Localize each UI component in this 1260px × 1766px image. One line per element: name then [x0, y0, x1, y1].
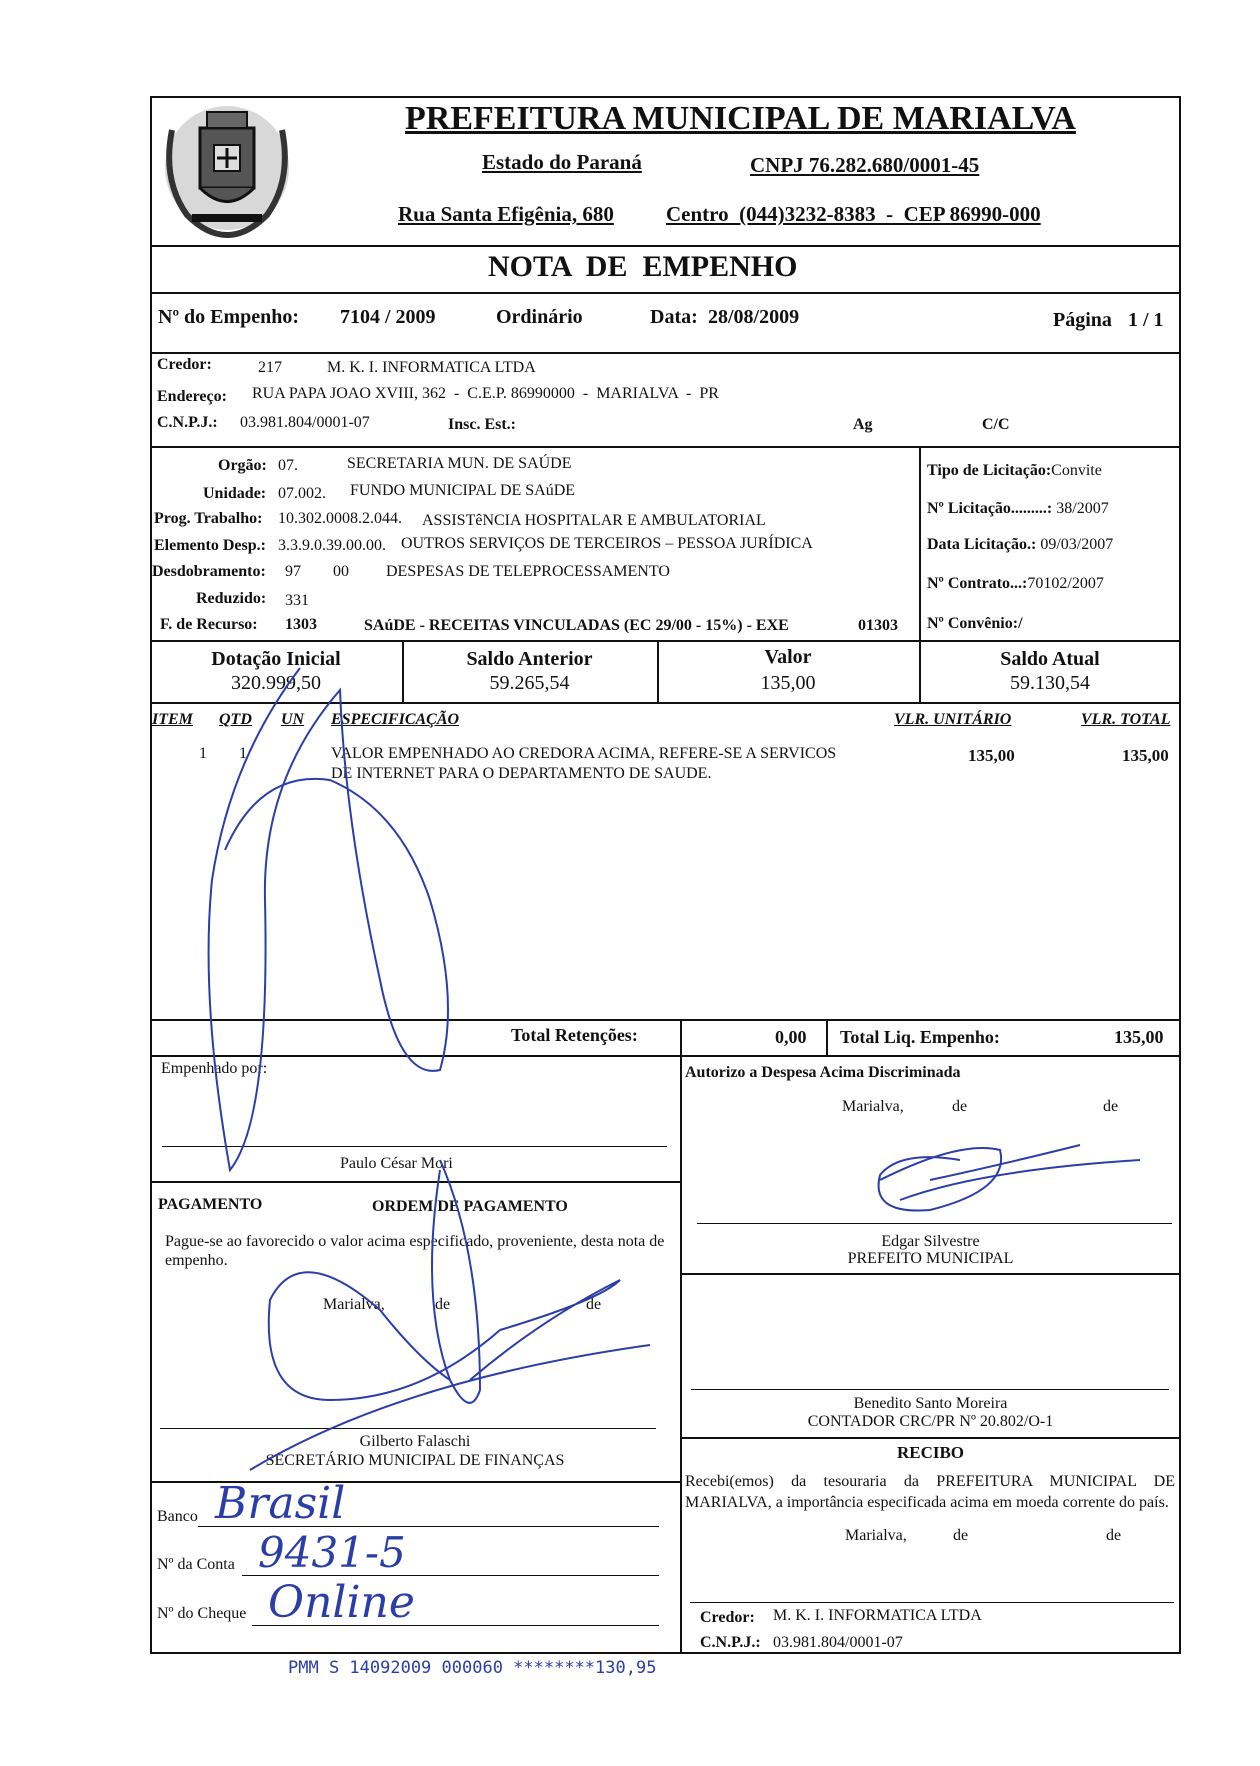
dotacao-label: Dotação Inicial: [211, 648, 341, 670]
credor-cnpj: 03.981.804/0001-07: [240, 414, 370, 431]
empenho-date: 28/08/2009: [708, 306, 800, 328]
unidade-code: 07.002.: [278, 485, 326, 502]
credor-address: RUA PAPA JOAO XVIII, 362 - C.E.P. 86990000 - MARIALVA - PR: [252, 385, 719, 402]
numero-licitacao: Nº Licitação.........: 38/2007: [927, 500, 1109, 517]
endereco-label: Endereço:: [157, 388, 227, 405]
street-address: Rua Santa Efigênia, 680: [398, 202, 614, 226]
reduzido-label: Reduzido:: [196, 590, 267, 607]
item-number: 1: [199, 745, 207, 762]
municipality-title: PREFEITURA MUNICIPAL DE MARIALVA: [405, 100, 1076, 137]
credor-code: 217: [258, 359, 282, 376]
ordem-pagamento-label: ORDEM DE PAGAMENTO: [372, 1198, 568, 1215]
coat-of-arms-logo: [152, 90, 302, 240]
numero-convenio: Nº Convênio:/: [927, 615, 1023, 632]
recibo-city: Marialva,: [845, 1527, 907, 1544]
document-title: NOTA DE EMPENHO: [488, 250, 798, 283]
total-liq-value: 135,00: [1114, 1027, 1164, 1047]
prog-trabalho-code: 10.302.0008.2.044.: [278, 510, 402, 527]
saldo-anterior-label: Saldo Anterior: [466, 648, 593, 670]
contador-role: CONTADOR CRC/PR Nº 20.802/O-1: [807, 1413, 1054, 1430]
secretario-name: Gilberto Falaschi: [359, 1433, 471, 1450]
autorizo-de2: de: [1103, 1098, 1119, 1115]
state-label: Estado do Paraná: [482, 150, 642, 174]
item-espec-line2: DE INTERNET PARA O DEPARTAMENTO DE SAUDE.: [331, 765, 712, 782]
elemento-name: OUTROS SERVIÇOS DE TERCEIROS – PESSOA JURÍDICA: [401, 535, 813, 552]
cheque-handwritten: Online: [268, 1577, 415, 1628]
empenhado-por-name: Paulo César Mori: [340, 1155, 453, 1172]
recibo-text: Recebi(emos) da tesouraria da PREFEITURA MUNICIPAL DE MARIALVA, a importância especificada acima em moeda corrente do país.: [685, 1473, 1175, 1511]
fonte-recurso-label: F. de Recurso:: [160, 616, 258, 633]
col-vlr-total: VLR. TOTAL: [1081, 711, 1171, 728]
payment-stamp: PMM S 14092009 000060 ********130,95: [288, 1658, 657, 1678]
unidade-label: Unidade:: [203, 485, 267, 502]
tipo-licitacao: Tipo de Licitação:Convite: [927, 462, 1102, 479]
item-vlr-unitario: 135,00: [968, 746, 1015, 765]
elemento-label: Elemento Desp.:: [154, 537, 266, 554]
item-qtd: 1: [239, 745, 247, 762]
page-number: 1 / 1: [1128, 309, 1164, 331]
elemento-code: 3.3.9.0.39.00.00.: [278, 537, 386, 554]
conta-label: Nº da Conta: [157, 1556, 235, 1573]
pagamento-de2: de: [586, 1296, 602, 1313]
valor-label: Valor: [764, 646, 812, 668]
credor-label: Credor:: [157, 356, 212, 373]
col-un: UN: [281, 711, 305, 728]
saldo-anterior-value: 59.265,54: [489, 672, 570, 694]
banco-handwritten: Brasil: [215, 1478, 346, 1529]
col-qtd: QTD: [219, 711, 252, 728]
orgao-name: SECRETARIA MUN. DE SAÚDE: [347, 455, 572, 472]
desdobramento-code2: 00: [333, 563, 349, 580]
pagamento-city: Marialva,: [323, 1296, 385, 1313]
col-item: ITEM: [152, 711, 193, 728]
total-retencoes-value: 0,00: [775, 1027, 807, 1047]
fonte-recurso-name: SAúDE - RECEITAS VINCULADAS (EC 29/00 - 15%) - EXE: [364, 617, 789, 634]
prog-trabalho-name: ASSISTêNCIA HOSPITALAR E AMBULATORIAL: [422, 512, 766, 529]
pagamento-text: Pague-se ao favorecido o valor acima especificado, proveniente, desta nota de empenho.: [165, 1233, 665, 1269]
data-licitacao: Data Licitação.: 09/03/2007: [927, 536, 1114, 553]
pagamento-de1: de: [435, 1296, 451, 1313]
saldo-atual-label: Saldo Atual: [1000, 648, 1100, 670]
recibo-credor-name: M. K. I. INFORMATICA LTDA: [773, 1607, 982, 1624]
dotacao-value: 320.999,50: [231, 672, 321, 694]
recibo-cnpj: 03.981.804/0001-07: [773, 1634, 903, 1651]
valor-value: 135,00: [760, 672, 816, 694]
item-espec-line1: VALOR EMPENHADO AO CREDORA ACIMA, REFERE-SE A SERVICOS: [331, 745, 837, 762]
empenho-number-label: Nº do Empenho:: [158, 306, 300, 328]
cnpj-label: C.N.P.J.:: [157, 414, 218, 431]
fonte-recurso-code2: 01303: [858, 617, 898, 634]
saldo-atual-value: 59.130,54: [1010, 672, 1090, 694]
secretario-role: SECRETÁRIO MUNICIPAL DE FINANÇAS: [265, 1452, 565, 1469]
pagamento-label: PAGAMENTO: [158, 1196, 263, 1213]
col-especificacao: ESPECIFICAÇÃO: [331, 711, 460, 728]
recibo-de1: de: [953, 1527, 969, 1544]
empenho-date-label: Data:: [650, 306, 698, 328]
conta-handwritten: 9431-5: [258, 1528, 406, 1577]
desdobramento-name: DESPESAS DE TELEPROCESSAMENTO: [386, 563, 670, 580]
total-liq-label: Total Liq. Empenho:: [840, 1027, 1000, 1047]
autorizo-label: Autorizo a Despesa Acima Discriminada: [685, 1064, 961, 1081]
prefeito-role: PREFEITO MUNICIPAL: [847, 1250, 1014, 1267]
autorizo-city: Marialva,: [842, 1098, 904, 1115]
insc-est-label: Insc. Est.:: [448, 416, 517, 433]
cheque-label: Nº do Cheque: [157, 1605, 247, 1622]
recibo-title: RECIBO: [896, 1443, 965, 1462]
ag-label: Ag: [853, 416, 873, 433]
fonte-recurso-code: 1303: [285, 616, 317, 633]
desdobramento-label: Desdobramento:: [152, 563, 266, 580]
district-phone-cep: Centro (044)3232-8383 - CEP 86990-000: [666, 202, 1041, 226]
item-vlr-total: 135,00: [1122, 746, 1169, 765]
empenho-number: 7104 / 2009: [340, 306, 436, 328]
banco-label: Banco: [157, 1508, 198, 1525]
contador-name: Benedito Santo Moreira: [853, 1395, 1008, 1412]
orgao-code: 07.: [278, 457, 298, 474]
page-label: Página: [1053, 309, 1112, 331]
desdobramento-code1: 97: [285, 563, 301, 580]
credor-name: M. K. I. INFORMATICA LTDA: [327, 359, 536, 376]
numero-contrato: Nº Contrato...:70102/2007: [927, 575, 1104, 592]
col-vlr-unitario: VLR. UNITÁRIO: [894, 711, 1012, 728]
reduzido-value: 331: [285, 592, 309, 609]
empenho-type: Ordinário: [496, 306, 583, 328]
orgao-label: Orgão:: [218, 457, 267, 474]
autorizo-de1: de: [952, 1098, 968, 1115]
cnpj-header: CNPJ 76.282.680/0001-45: [750, 153, 980, 177]
total-retencoes-label: Total Retenções:: [511, 1025, 638, 1045]
unidade-name: FUNDO MUNICIPAL DE SAúDE: [350, 482, 576, 499]
recibo-de2: de: [1106, 1527, 1122, 1544]
recibo-cnpj-label: C.N.P.J.:: [700, 1634, 761, 1651]
recibo-credor-label: Credor:: [700, 1609, 755, 1626]
prefeito-name: Edgar Silvestre: [881, 1233, 980, 1250]
empenhado-por-label: Empenhado por:: [161, 1060, 268, 1077]
prog-trabalho-label: Prog. Trabalho:: [154, 510, 263, 527]
cc-label: C/C: [982, 416, 1010, 433]
